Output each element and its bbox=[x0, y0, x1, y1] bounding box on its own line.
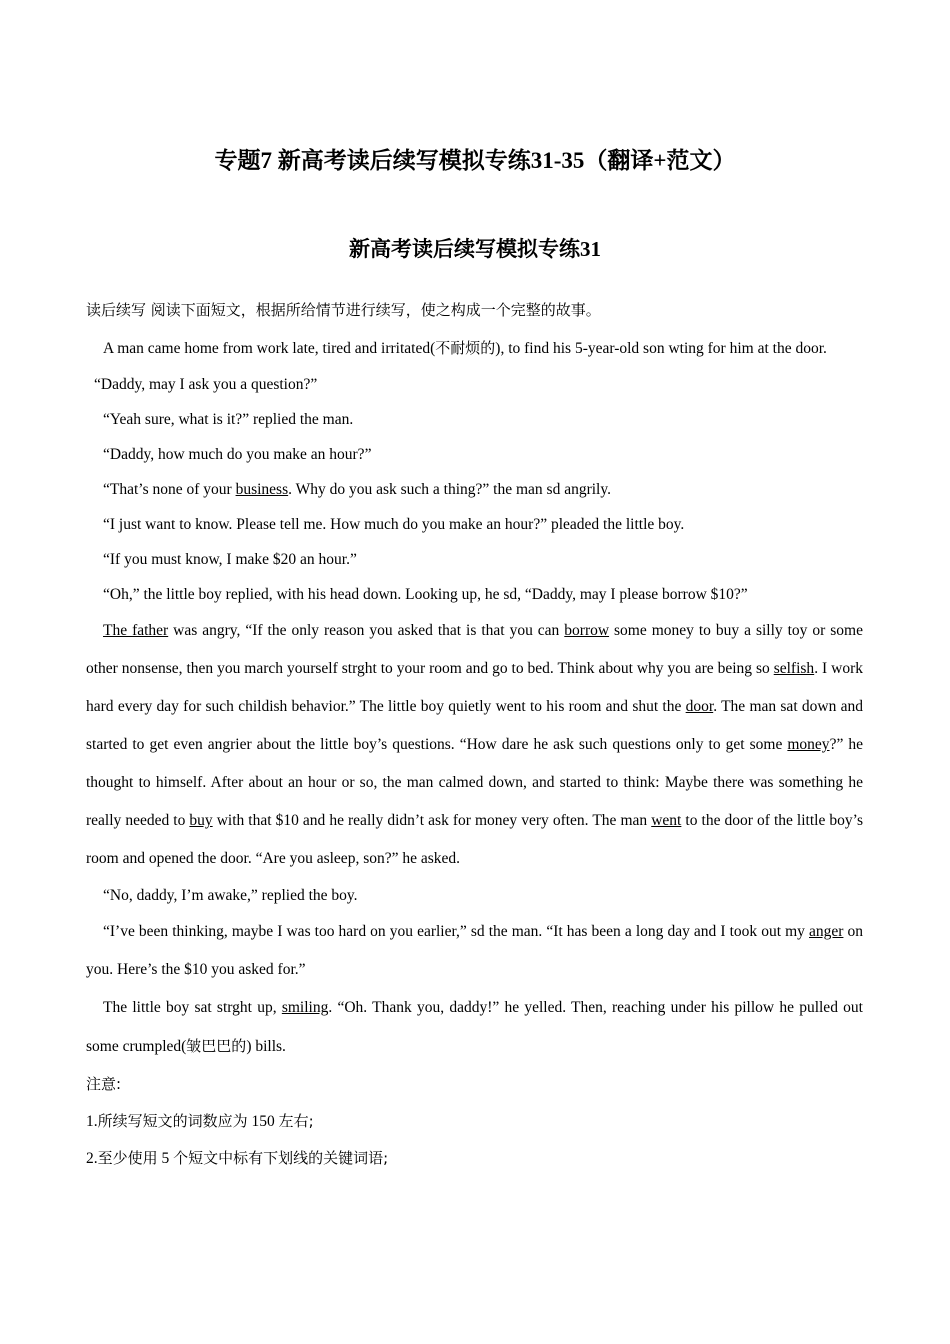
keyword-underlined: business bbox=[235, 481, 289, 498]
text-span: with that $10 and he really didn’t ask for money very often. The man bbox=[212, 812, 652, 829]
text-span: 至少使用 bbox=[97, 1149, 158, 1167]
chinese-gloss: 不耐烦的 bbox=[435, 339, 496, 357]
keyword-underlined: buy bbox=[189, 812, 213, 829]
dialogue-line: “Daddy, how much do you make an hour?” bbox=[103, 446, 372, 463]
text-span: 1. bbox=[86, 1113, 98, 1130]
text-span: . I work hard every day for such childish behavior.” The little boy quietly went to his room and shut the bbox=[86, 660, 863, 715]
text-span: . “Oh. Thank you, daddy!” he yelled. Then, reaching under his pillow he pulled out some crumpled( bbox=[86, 999, 863, 1055]
keyword-underlined: went bbox=[651, 812, 682, 829]
text-span: . The man sat down and started to get even angrier about the little boy’s questions. “How dare he ask such questions only to get some bbox=[86, 698, 863, 753]
keyword-underlined: The father bbox=[103, 622, 169, 639]
text-span: A man came home from work late, tired and irritated( bbox=[103, 340, 436, 357]
text-span: 150 bbox=[247, 1113, 279, 1130]
text-span: on you. Here’s the $10 you asked for.” bbox=[86, 923, 863, 978]
text-span: “That’s none of your bbox=[103, 481, 236, 498]
dialogue-line bbox=[86, 472, 863, 507]
document-body bbox=[86, 293, 863, 1177]
dialogue-line: “Yeah sure, what is it?” replied the man. bbox=[103, 411, 354, 428]
keyword-underlined: smiling bbox=[281, 999, 329, 1016]
text-span: 5 bbox=[157, 1150, 174, 1167]
text-span: 2. bbox=[86, 1150, 98, 1167]
document-title: 专题7 新高考读后续写模拟专练31-35（翻译+范文） bbox=[214, 148, 736, 173]
text-span: The little boy sat strght up, bbox=[103, 999, 282, 1016]
text-span: ), to find his 5-year-old son wting for him at the door. bbox=[495, 340, 827, 357]
keyword-underlined: anger bbox=[809, 923, 844, 940]
paragraph-1 bbox=[86, 330, 863, 367]
text-span: . Why do you ask such a thing?” the man sd angrily. bbox=[288, 481, 611, 498]
keyword-underlined: selfish bbox=[773, 660, 815, 677]
text-span: 所续写短文的词数应为 bbox=[97, 1112, 248, 1130]
text-span: 左右; bbox=[278, 1112, 314, 1130]
keyword-underlined: money bbox=[787, 736, 830, 753]
text-span: was angry, “If the only reason you asked that is that you can bbox=[168, 622, 565, 639]
chinese-gloss: 皱巴巴的 bbox=[186, 1037, 247, 1055]
paragraph-ending bbox=[86, 989, 863, 1066]
text-span: ) bills. bbox=[246, 1038, 286, 1055]
dialogue-line: “Daddy, may I ask you a question?” bbox=[94, 376, 318, 393]
keyword-underlined: borrow bbox=[564, 622, 610, 639]
dialogue-line: “If you must know, I make $20 an hour.” bbox=[103, 551, 357, 568]
paragraph-apology bbox=[86, 913, 863, 989]
note-item-1 bbox=[86, 1103, 863, 1140]
text-span: to the door of the little boy’s room and opened the door. “Are you asleep, son?” he asked. bbox=[86, 812, 863, 867]
note-title: 注意: bbox=[86, 1075, 122, 1093]
keyword-underlined: door bbox=[685, 698, 714, 715]
note-item-2 bbox=[86, 1140, 863, 1177]
text-span: “I’ve been thinking, maybe I was too hard on you earlier,” sd the man. “It has been a long day and I took out my bbox=[103, 923, 809, 940]
dialogue-line: “No, daddy, I’m awake,” replied the boy. bbox=[103, 887, 358, 904]
paragraph-father bbox=[86, 612, 863, 878]
section-subtitle: 新高考读后续写模拟专练31 bbox=[349, 237, 601, 261]
text-span: 个短文中标有下划线的关键词语; bbox=[173, 1149, 389, 1167]
dialogue-line: “Oh,” the little boy replied, with his head down. Looking up, he sd, “Daddy, may I please borrow $10?” bbox=[103, 586, 748, 603]
text-span: ?” he thought to himself. After about an hour or so, the man calmed down, and started to think: Maybe there was something he really needed to bbox=[86, 736, 863, 829]
instruction-text: 读后续写 阅读下面短文，根据所给情节进行续写，使之构成一个完整的故事。 bbox=[86, 301, 601, 319]
text-span: some money to buy a silly toy or some other nonsense, then you march yourself strght to your room and go to bed. Think about why you are being so bbox=[86, 622, 863, 677]
dialogue-line: “I just want to know. Please tell me. How much do you make an hour?” pleaded the little boy. bbox=[103, 516, 685, 533]
